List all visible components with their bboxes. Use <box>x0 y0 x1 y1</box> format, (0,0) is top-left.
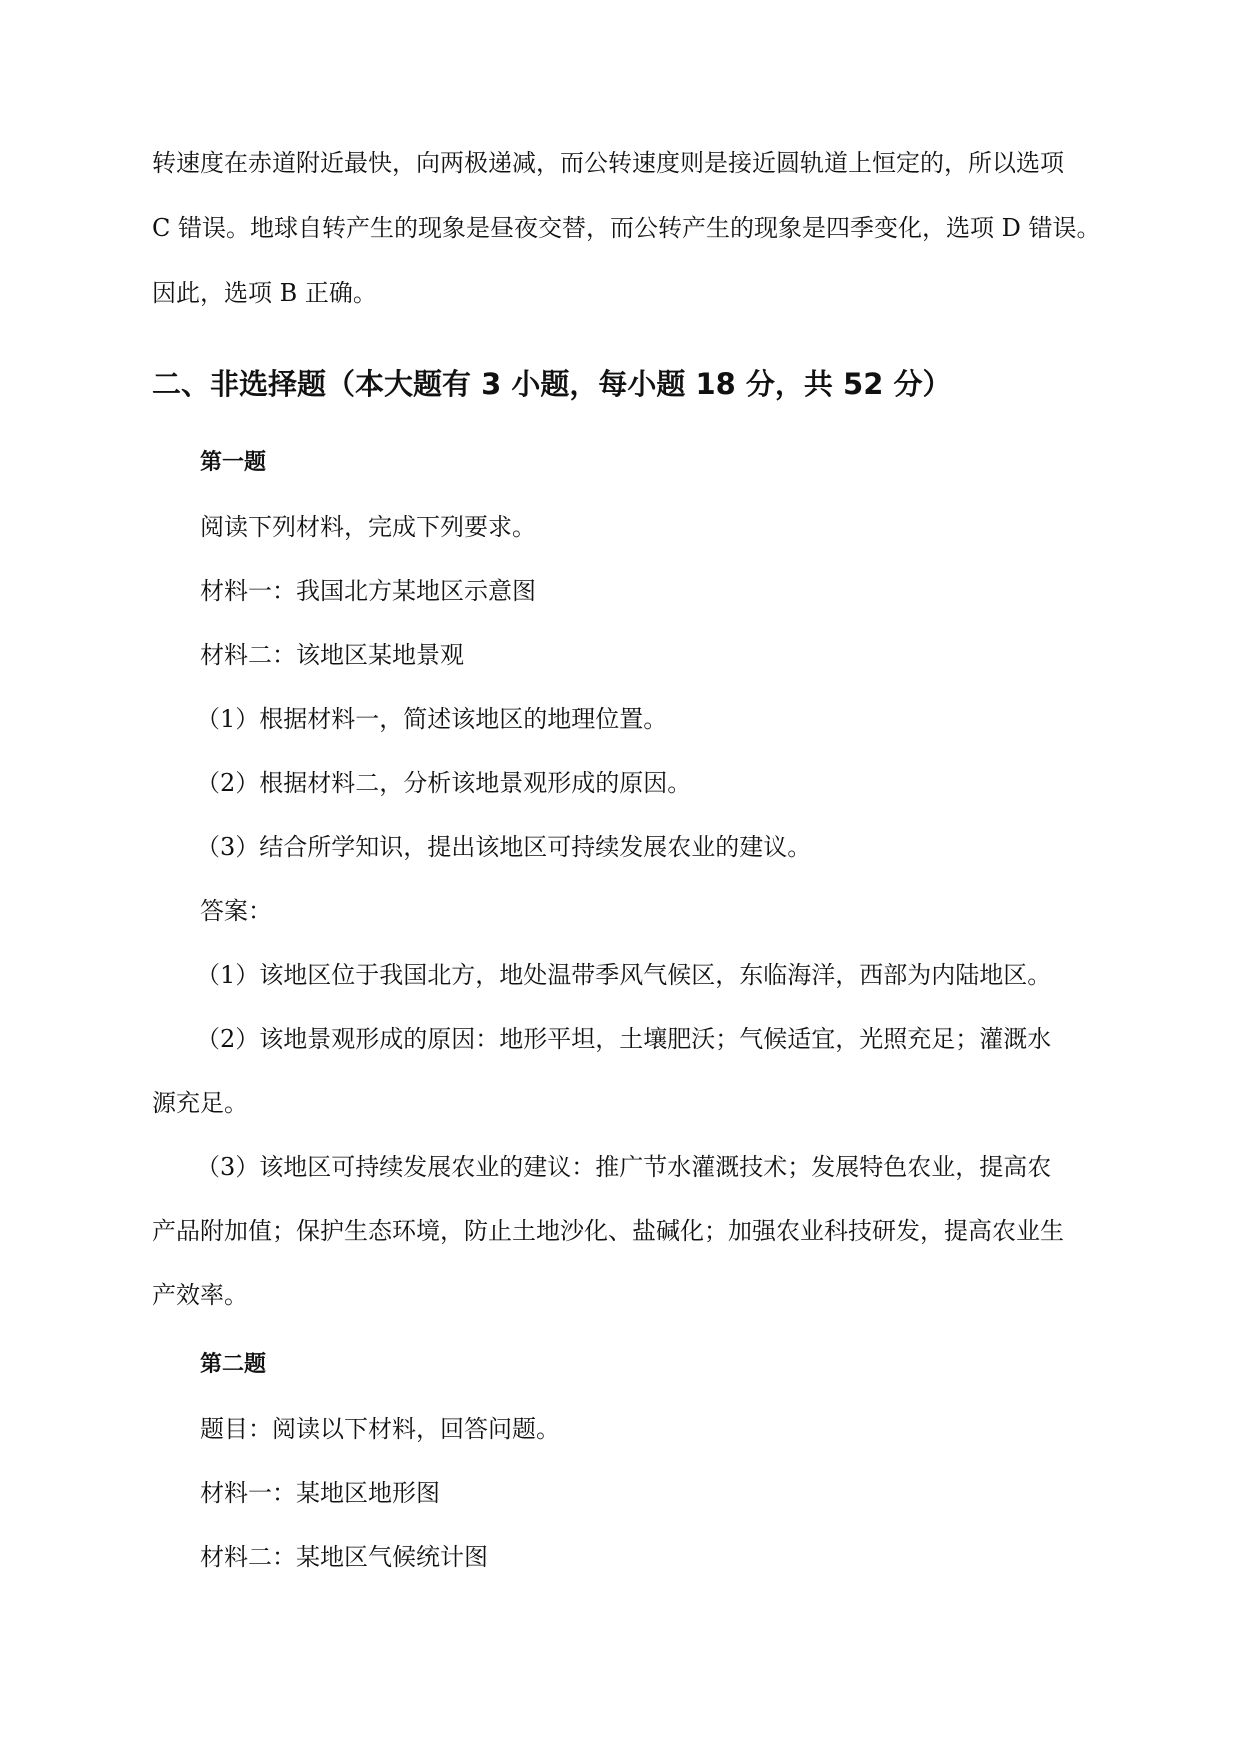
question-2-material-2: 材料二：某地区气候统计图 <box>200 1543 488 1571</box>
section-heading: 二、非选择题（本大题有 3 小题，每小题 18 分，共 52 分） <box>152 367 952 401</box>
question-2-material-1: 材料一：某地区地形图 <box>200 1479 440 1507</box>
intro-line-1: 转速度在赤道附近最快，向两极递减，而公转速度则是接近圆轨道上恒定的，所以选项 <box>152 149 1064 177</box>
question-1-sub-1: （1）根据材料一，简述该地区的地理位置。 <box>196 705 668 733</box>
question-1-material-1: 材料一：我国北方某地区示意图 <box>200 577 536 605</box>
answer-3-line-3: 产效率。 <box>152 1281 248 1309</box>
answer-3-line-1: （3）该地区可持续发展农业的建议：推广节水灌溉技术；发展特色农业，提高农 <box>196 1153 1052 1181</box>
question-1-sub-2: （2）根据材料二，分析该地景观形成的原因。 <box>196 769 692 797</box>
question-1-instruction: 阅读下列材料，完成下列要求。 <box>200 513 536 541</box>
answer-2-line-1: （2）该地景观形成的原因：地形平坦，土壤肥沃；气候适宜，光照充足；灌溉水 <box>196 1025 1052 1053</box>
question-1-sub-3: （3）结合所学知识，提出该地区可持续发展农业的建议。 <box>196 833 812 861</box>
question-2-title: 第二题 <box>200 1352 267 1377</box>
question-1-material-2: 材料二：该地区某地景观 <box>200 641 464 669</box>
answer-1: （1）该地区位于我国北方，地处温带季风气候区，东临海洋，西部为内陆地区。 <box>196 961 1052 989</box>
answer-label: 答案： <box>200 897 272 925</box>
intro-line-2: C 错误。地球自转产生的现象是昼夜交替，而公转产生的现象是四季变化，选项 D 错误。 <box>152 214 1101 242</box>
answer-3-line-2: 产品附加值；保护生态环境，防止土地沙化、盐碱化；加强农业科技研发，提高农业生 <box>152 1217 1064 1245</box>
intro-line-3: 因此，选项 B 正确。 <box>152 279 377 307</box>
question-2-instruction: 题目：阅读以下材料，回答问题。 <box>200 1415 560 1443</box>
question-1-title: 第一题 <box>200 450 267 475</box>
answer-2-line-2: 源充足。 <box>152 1089 248 1117</box>
